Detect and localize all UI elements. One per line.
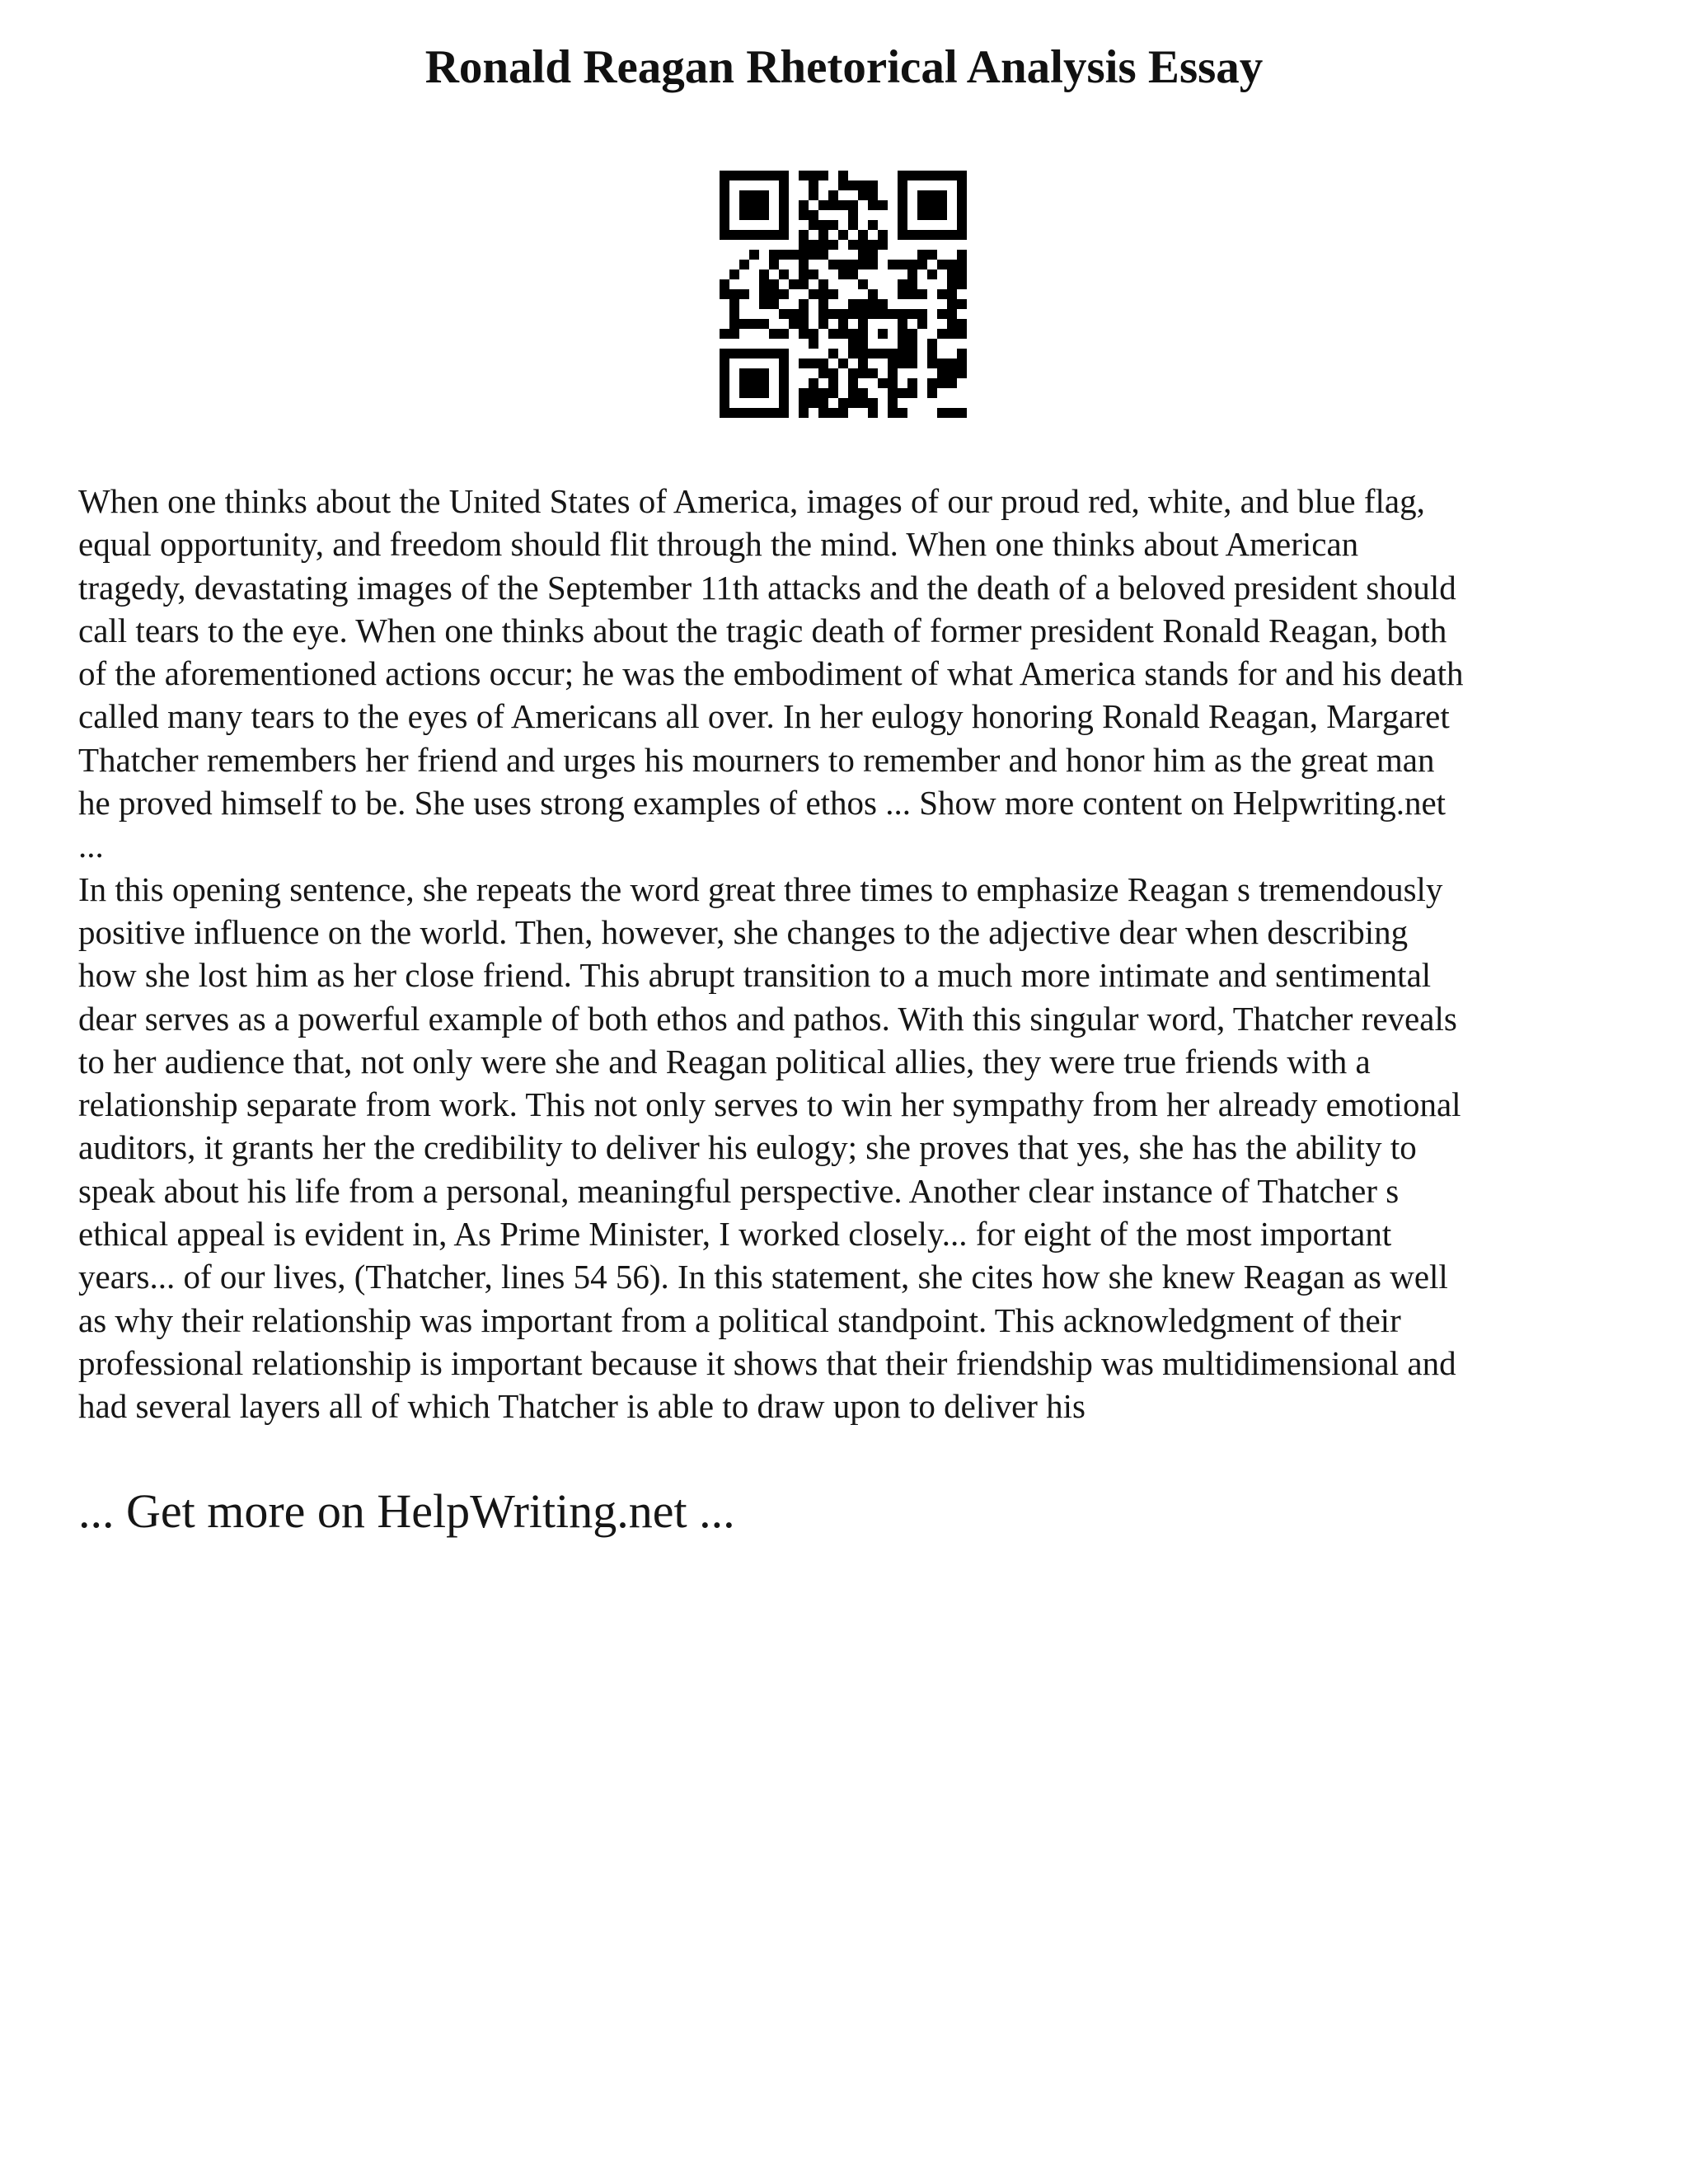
qr-code-icon bbox=[720, 171, 967, 418]
get-more-link[interactable]: ... Get more on HelpWriting.net ... bbox=[78, 1484, 735, 1538]
paragraph-analysis: In this opening sentence, she repeats the word great three times to emphasize Reagan s tremendously positive influence on the world. Then, however, she changes to the adjective dear when describing how she lost him as her close friend. This abrupt transition to a much more intimate and sentimental dear serves as a powerful example of both ethos and pathos. With this singular word, Thatcher reveals to her audience that, not only were she and Reagan political allies, they were true friends with a relationship separate from work. This not only serves to win her sympathy from her already emotional auditors, it grants her the credibility to deliver his eulogy; she proves that yes, she has the ability to speak about his life from a personal, meaningful perspective. Another clear instance of Thatcher s ethical appeal is evident in, As Prime Minister, I worked closely... for eight of the most important years... of our lives, (Thatcher, lines 54 56). In this statement, she cites how she knew Reagan as well as why their relationship was important from a political standpoint. This acknowledgment of their professional relationship is important because it shows that their friendship was multidimensional and had several layers all of which Thatcher is able to draw upon to deliver his bbox=[78, 869, 1461, 1426]
paragraph-intro: When one thinks about the United States of America, images of our proud red, white, and blue flag, equal opportunity, and freedom should flit through the mind. When one thinks about American tragedy, devastating images of the September 11th attacks and the death of a beloved president should call tears to the eye. When one thinks about the tragic death of former president Ronald Reagan, both of the aforementioned actions occur; he was the embodiment of what America stands for and his death called many tears to the eyes of Americans all over. In her eulogy honoring Ronald Reagan, Margaret Thatcher remembers her friend and urges his mourners to remember and honor him as the great man he proved himself to be. She uses strong examples of ethos ... Show more content on Helpwriting.net ... bbox=[78, 482, 1464, 865]
essay-body bbox=[78, 480, 1628, 1428]
page-title: Ronald Reagan Rhetorical Analysis Essay bbox=[424, 41, 1264, 93]
